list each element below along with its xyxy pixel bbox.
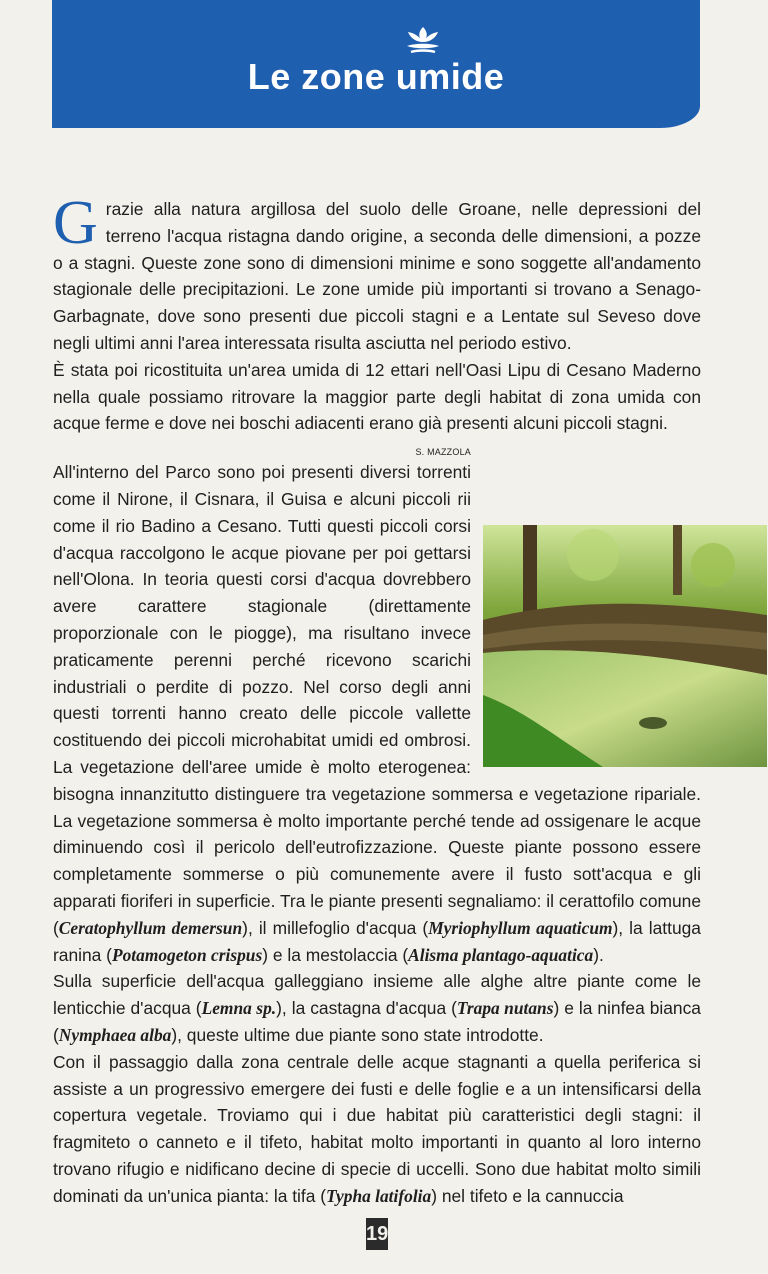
species-name: Myriophyllum aquaticum bbox=[428, 917, 613, 938]
species-name: Alisma plantago-aquatica bbox=[408, 944, 594, 965]
photo-credit: S. MAZZOLA bbox=[415, 447, 471, 458]
paragraph-1: Grazie alla natura argillosa del suolo delle Groane, nelle depressioni del terreno l'acqua ristagna dando origine, a seconda delle dimensioni, a pozze o a stagni. Queste zone sono di dimensioni minime e sono soggette all'andamento stagionale delle precipitazioni. Le zone umide più importanti si trovano a Senago-Garbagnate, dove sono presenti due piccoli stagni e a Lentate sul Seveso dove negli ultimi anni l'area interessata risulta asciutta nel periodo estivo. bbox=[53, 189, 701, 353]
species-name: Trapa nutans bbox=[456, 998, 554, 1019]
stream-photo-figure bbox=[483, 525, 767, 767]
paragraph-5: Con il passaggio dalla zona centrale delle acque stagnanti a quella periferica si assiste a un progressivo emergere dei fusti e delle foglie e a un intensificarsi della copertura vegetale. Troviamo qui i due habitat più caratteristici degli stagni: il fragmiteto o canneto e il tifeto, habitat molto importanti in quanto al loro interno trovano rifugio e nidificano decine di specie di uccelli. Sono due habitat molto simili dominati da un'unica pianta: la tifa (Typha latifolia) nel tifeto e la cannuccia bbox=[53, 1051, 701, 1206]
species-name: Nymphaea alba bbox=[58, 1024, 172, 1045]
paragraph-2: È stata poi ricostituita un'area umida di 12 ettari nell'Oasi Lipu di Cesano Maderno nella quale possiamo ritrovare la maggior parte degli habitat di zona umida con acque ferme e dove nei boschi adiacenti erano già presenti alcuni piccoli stagni. bbox=[53, 359, 701, 434]
species-name: Potamogeton crispus bbox=[111, 944, 263, 965]
paragraph-4: Sulla superficie dell'acqua galleggiano insieme alle alghe altre piante come le lenticchie d'acqua (Lemna sp.), la castagna d'acqua (Trapa nutans) e la ninfea bianca (Nymphaea alba), queste ultime due piante sono state introdotte. bbox=[53, 971, 701, 1045]
article-body: Grazie alla natura argillosa del suolo delle Groane, nelle depressioni del terreno l'acqua ristagna dando origine, a seconda delle dimensioni, a pozze o a stagni. Queste zone sono di dimensioni minime e sono soggette all'andamento stagionale delle precipitazioni. Le zone umide più importanti si trovano a Senago-Garbagnate, dove sono presenti due piccoli stagni e a Lentate sul Seveso dove negli ultimi anni l'area interessata risulta asciutta nel periodo estivo. È stata poi ricostituita un'area umida di 12 ettari nell'Oasi Lipu di Cesano Maderno nella quale possiamo ritrovare la maggior parte degli habitat di zona umida con acque ferme e dove nei boschi adiacenti erano già presenti alcuni piccoli stagni. S. MAZZOLA All'interno del Parco sono poi presenti diversi torrenti come il Nirone, il Cisnara, il Guisa e alcuni piccoli rii come il rio Badino a Cesano. Tutti questi piccoli corsi d'acqua raccolgono le acque piovane per poi gettarsi nell'Olona. In teoria questi corsi d'acqua dovrebbero avere carattere stagionale (direttamente proporzionale con le piogge), ma risultano invece praticamente perenni perché ricevono scarichi industriali o perdite di pozzo. Nel corso degli anni questi torrenti hanno creato delle piccole vallette costituendo dei piccoli microhabitat umidi ed ombrosi. La vegetazione dell'aree umide è molto eterogenea: bisogna innanzitutto distinguere tra vegetazione sommersa e vegetazione ripariale. La vegetazione sommersa è molto importante perché tende ad ossigenare le acque diminuendo così il pericolo dell'eutrofizzazione. Queste piante possono essere completamente sommerse o più comunemente avere il fusto sott'acqua e gli apparati fioriferi in superficie. Tra le piante presenti segnaliamo: il cerattofilo comune (Ceratophyllum demersun), il millefoglio d'acqua (Myriophyllum aquaticum), la lattuga ranina (Potamogeton crispus) e la mestolaccia (Alisma plantago-aquatica). Sulla superficie dell'acqua galleggiano insieme alle alghe altre piante come le lenticchie d'acqua (Lemna sp.), la castagna d'acqua (Trapa nutans) e la ninfea bianca (Nymphaea alba), queste ultime due piante sono state introdotte. Con il passaggio dalla zona centrale delle acque stagnanti a quella periferica si assiste a un progressivo emergere dei fusti e delle foglie e a un intensificarsi della copertura vegetale. Troviamo qui i due habitat più caratteristici degli stagni: il fragmiteto o canneto e il tifeto, habitat molto importanti in quanto al loro interno trovano rifugio e nidificano decine di specie di uccelli. Sono due habitat molto simili dominati da un'unica pianta: la tifa (Typha latifolia) nel tifeto e la cannuccia bbox=[53, 196, 701, 1209]
stream-photo bbox=[483, 525, 767, 767]
species-name: Typha latifolia bbox=[326, 1185, 432, 1206]
drop-cap: G bbox=[53, 189, 98, 257]
page-number: 19 bbox=[366, 1218, 388, 1250]
lotus-icon bbox=[403, 24, 443, 56]
species-name: Lemna sp. bbox=[201, 998, 277, 1019]
species-name: Ceratophyllum demersun bbox=[58, 917, 243, 938]
page-title: Le zone umide bbox=[247, 56, 505, 97]
